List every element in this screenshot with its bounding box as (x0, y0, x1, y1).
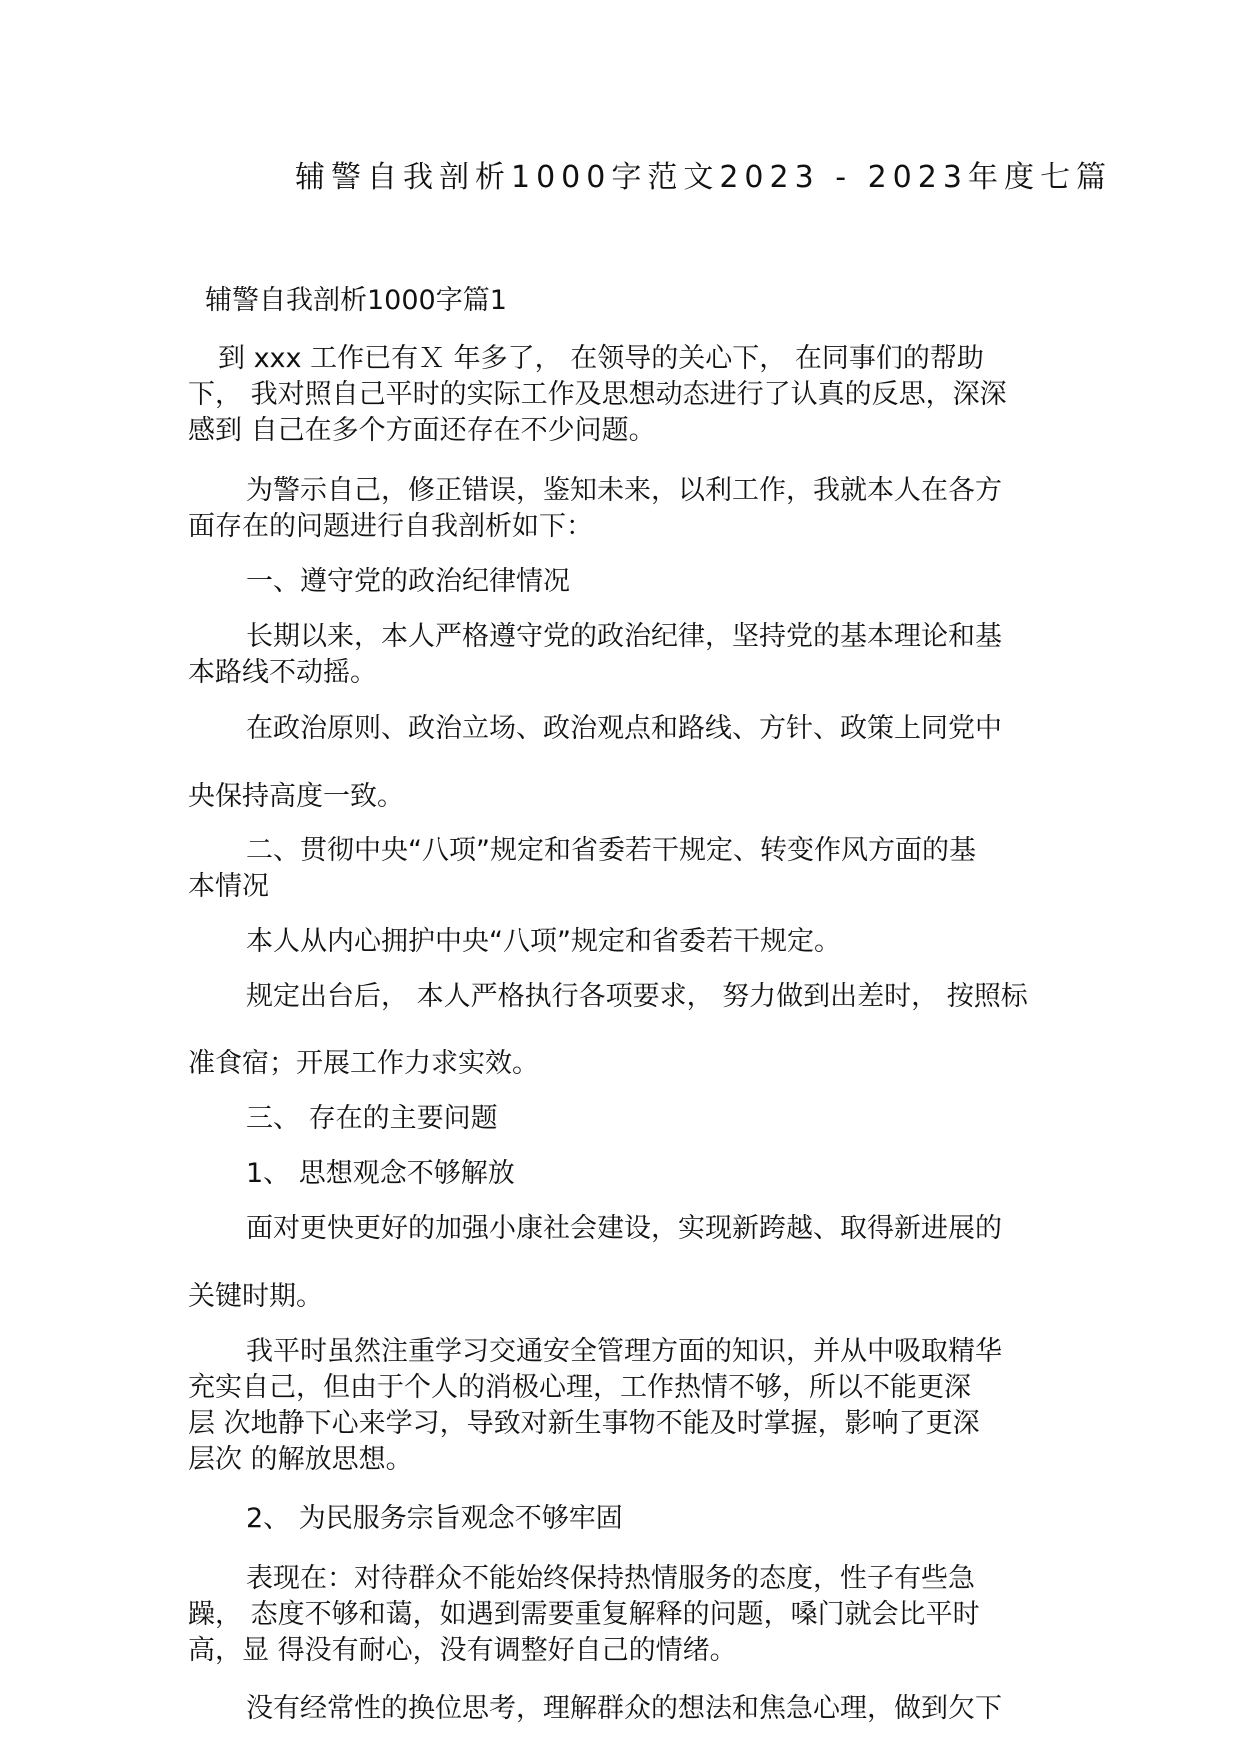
body-line: 长期以来，本人严格遵守党的政治纪律，坚持党的基本理论和基 (246, 621, 1002, 652)
body-line: 为警示自己，修正错误，鉴知未来，以利工作，我就本人在各方 (246, 475, 1002, 506)
body-line: 躁， 态度不够和蔼，如遇到需要重复解释的问题，嗓门就会比平时 (188, 1599, 980, 1630)
body-line: 本路线不动摇。 (188, 657, 377, 688)
body-line: 感到 自己在多个方面还存在不少问题。 (188, 415, 656, 446)
body-line: 面存在的问题进行自我剖析如下： (188, 511, 593, 542)
body-line: 在政治原则、政治立场、政治观点和路线、方针、政策上同党中 (246, 713, 1002, 744)
body-line: 二、贯彻中央“八项”规定和省委若干规定、转变作风方面的基 (246, 835, 976, 866)
body-line: 表现在：对待群众不能始终保持热情服务的态度，性子有些急 (246, 1563, 975, 1594)
body-line: 下， 我对照自己平时的实际工作及思想动态进行了认真的反思，深深 (188, 379, 1007, 410)
body-line: 一、遵守党的政治纪律情况 (246, 566, 570, 597)
body-line: 规定出台后， 本人严格执行各项要求， 努力做到出差时， 按照标 (246, 981, 1028, 1012)
body-line: 央保持高度一致。 (188, 781, 404, 812)
body-line: 充实自己，但由于个人的消极心理，工作热情不够，所以不能更深 (188, 1372, 971, 1403)
body-line: 关键时期。 (188, 1281, 323, 1312)
body-line: 1、 思想观念不够解放 (246, 1158, 515, 1189)
body-line: 层次 的解放思想。 (188, 1444, 413, 1475)
body-line: 高，显 得没有耐心，没有调整好自己的情绪。 (188, 1635, 737, 1666)
body-line: 没有经常性的换位思考，理解群众的想法和焦急心理，做到欠下 (246, 1693, 1002, 1724)
body-line: 准食宿；开展工作力求实效。 (188, 1048, 539, 1079)
document-title: 辅警自我剖析1000字范文2023 - 2023年度七篇 (295, 160, 1112, 195)
body-line: 本人从内心拥护中央“八项”规定和省委若干规定。 (246, 926, 841, 957)
body-line: 到 xxx 工作已有Ｘ 年多了， 在领导的关心下， 在同事们的帮助 (218, 343, 984, 374)
body-line: 层 次地静下心来学习，导致对新生事物不能及时掌握，影响了更深 (188, 1408, 980, 1439)
body-line: 2、 为民服务宗旨观念不够牢固 (246, 1503, 623, 1534)
body-line: 三、 存在的主要问题 (246, 1103, 498, 1134)
body-line: 本情况 (188, 871, 269, 902)
body-line: 面对更快更好的加强小康社会建设，实现新跨越、取得新进展的 (246, 1213, 1002, 1244)
section-heading: 辅警自我剖析1000字篇1 (205, 285, 507, 316)
body-line: 我平时虽然注重学习交通安全管理方面的知识，并从中吸取精华 (246, 1336, 1002, 1367)
